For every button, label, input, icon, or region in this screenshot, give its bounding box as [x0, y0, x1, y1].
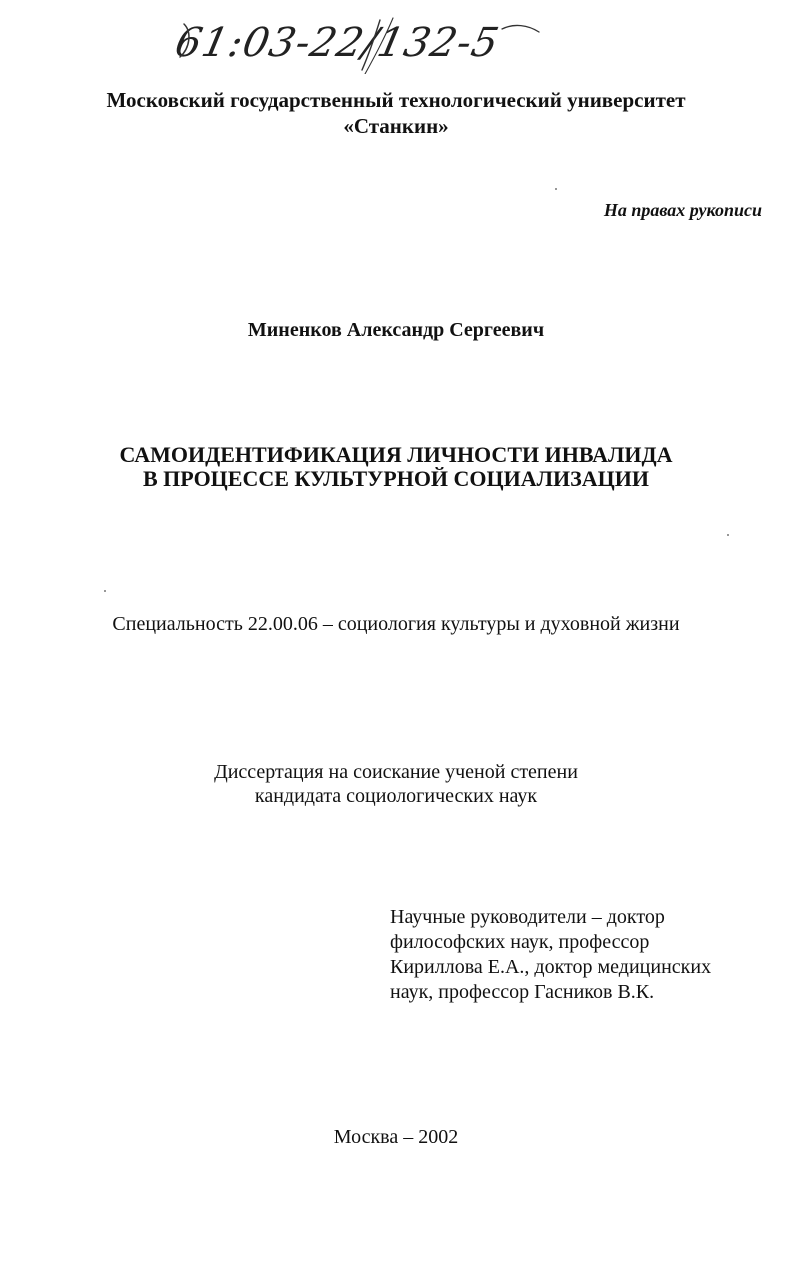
handwritten-catalog-code: 61:03-22/132-5 — [171, 20, 504, 66]
scientific-advisors — [390, 905, 770, 1005]
university-name-line-2: «Станкин» — [343, 114, 449, 138]
specialty-line: Специальность 22.00.06 – социология культуры и духовной жизни — [112, 613, 680, 635]
dissertation-title-line-2: В ПРОЦЕССЕ КУЛЬТУРНОЙ СОЦИАЛИЗАЦИИ — [142, 466, 650, 491]
scan-speck — [104, 590, 106, 592]
university-name-line-1: Московский государственный технологический университет — [106, 88, 686, 112]
scan-speck — [727, 534, 729, 536]
city-year-footer: Москва – 2002 — [333, 1126, 459, 1148]
advisor-line-3: Кириллова Е.А., доктор медицинских — [390, 956, 712, 978]
dissertation-title-line-1: САМОИДЕНТИФИКАЦИЯ ЛИЧНОСТИ ИНВАЛИДА — [119, 442, 673, 467]
advisor-line-2: философских наук, профессор — [390, 931, 650, 953]
manuscript-rights-note: На правах рукописи — [603, 200, 762, 220]
advisor-line-4: наук, профессор Гасников В.К. — [390, 981, 655, 1003]
handwritten-catalog-number — [168, 12, 568, 74]
author-name: Миненков Александр Сергеевич — [247, 319, 545, 341]
degree-statement-line-2: кандидата социологических наук — [254, 785, 538, 807]
advisor-line-1: Научные руководители – доктор — [390, 906, 665, 928]
scan-speck — [555, 188, 557, 190]
degree-statement-line-1: Диссертация на соискание ученой степени — [214, 761, 578, 783]
